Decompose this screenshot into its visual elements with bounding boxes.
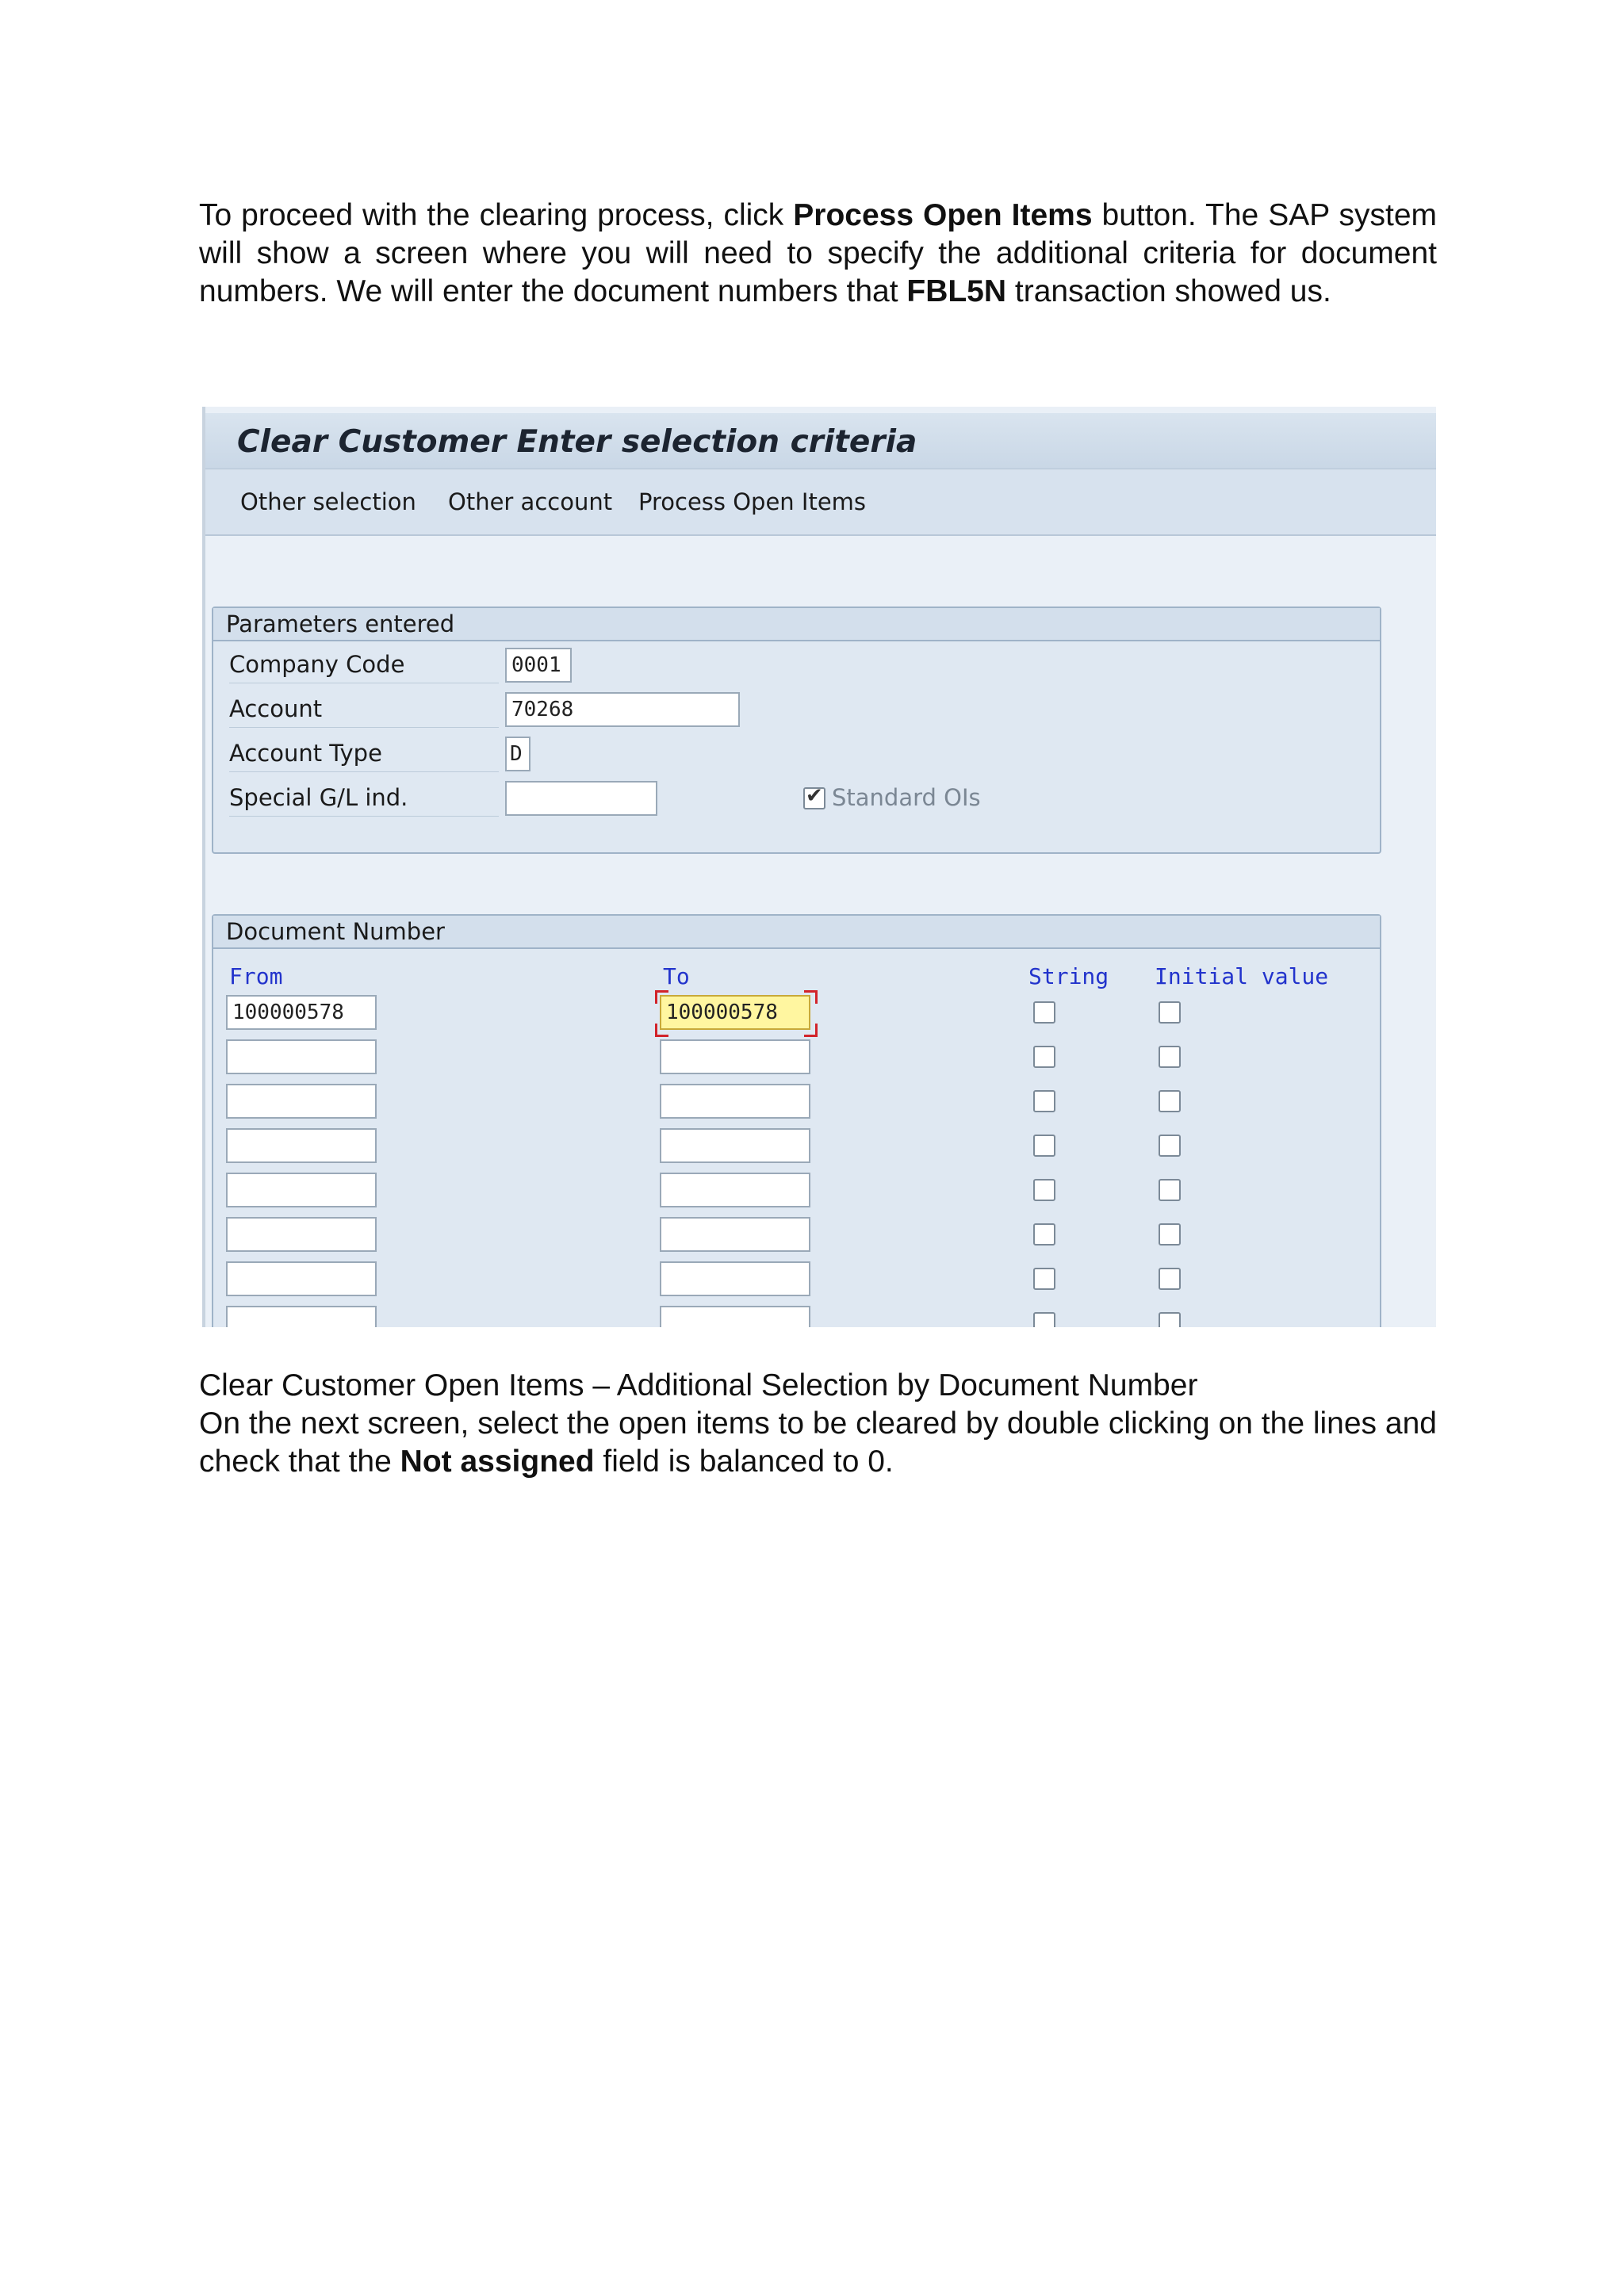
string-checkbox[interactable] (1033, 1001, 1055, 1024)
from-field[interactable] (226, 1306, 377, 1327)
other-account-button[interactable]: Other account (448, 488, 613, 515)
after-text-block (199, 1367, 1437, 1481)
table-row (213, 995, 1380, 1039)
from-field[interactable] (226, 1217, 377, 1252)
document-number-group (212, 914, 1381, 1327)
from-field[interactable] (226, 1039, 377, 1074)
account-row (213, 687, 1380, 729)
sap-application-toolbar (205, 469, 1436, 536)
next-step-text-2: field is balanced to 0. (594, 1445, 894, 1479)
string-checkbox[interactable] (1033, 1268, 1055, 1290)
figure-caption: Clear Customer Open Items – Additional Selection by Document Number (199, 1368, 1198, 1402)
to-field[interactable] (660, 1128, 810, 1163)
initial-value-checkbox[interactable] (1159, 1268, 1181, 1290)
process-open-items-button[interactable]: Process Open Items (638, 488, 867, 515)
account-type-field[interactable]: D (505, 737, 530, 771)
initial-value-column-header: Initial value (1155, 963, 1329, 989)
next-step-bold-not-assigned: Not assigned (400, 1445, 595, 1479)
string-checkbox[interactable] (1033, 1046, 1055, 1068)
other-selection-button[interactable]: Other selection (240, 488, 416, 515)
from-field[interactable] (226, 1261, 377, 1296)
intro-text-3: transaction showed us. (1006, 274, 1331, 308)
company-code-field[interactable]: 0001 (505, 648, 572, 683)
initial-value-checkbox[interactable] (1159, 1223, 1181, 1246)
to-field[interactable]: 100000578 (660, 995, 810, 1030)
table-row (213, 1039, 1380, 1084)
to-field[interactable] (660, 1173, 810, 1207)
string-checkbox[interactable] (1033, 1179, 1055, 1201)
to-field[interactable] (660, 1084, 810, 1119)
standard-ois-checkbox[interactable] (803, 787, 825, 809)
company-code-row (213, 643, 1380, 684)
to-field[interactable] (660, 1039, 810, 1074)
account-type-row (213, 732, 1380, 773)
intro-bold-fbl5n: FBL5N (906, 274, 1007, 308)
table-row (213, 1128, 1380, 1173)
company-code-label: Company Code (229, 651, 499, 683)
to-field[interactable] (660, 1217, 810, 1252)
focus-marker (655, 990, 668, 1004)
from-column-header: From (229, 963, 283, 989)
account-label: Account (229, 695, 499, 728)
intro-bold-process-open-items: Process Open Items (793, 198, 1093, 232)
table-row (213, 1217, 1380, 1261)
initial-value-checkbox[interactable] (1159, 1090, 1181, 1112)
table-row (213, 1306, 1380, 1327)
initial-value-checkbox[interactable] (1159, 1179, 1181, 1201)
special-gl-field[interactable] (505, 781, 657, 816)
initial-value-checkbox[interactable] (1159, 1046, 1181, 1068)
standard-ois-label: Standard OIs (832, 784, 981, 811)
table-row (213, 1261, 1380, 1306)
account-type-label: Account Type (229, 740, 499, 772)
special-gl-label: Special G/L ind. (229, 784, 499, 817)
focus-marker (804, 1024, 818, 1037)
intro-text-2: button. The SAP system will show a screen where you will need to specify the additional criteria for document numbers. We will enter the document numbers that (199, 198, 1438, 308)
from-field[interactable] (226, 1128, 377, 1163)
sap-title-bar (205, 413, 1436, 469)
from-field[interactable]: 100000578 (226, 995, 377, 1030)
next-step-paragraph (199, 1405, 1437, 1481)
intro-paragraph (199, 197, 1437, 311)
string-column-header: String (1028, 963, 1109, 989)
from-field[interactable] (226, 1084, 377, 1119)
focus-marker (804, 990, 818, 1004)
from-field[interactable] (226, 1173, 377, 1207)
sap-screenshot (202, 407, 1436, 1327)
string-checkbox[interactable] (1033, 1135, 1055, 1157)
special-gl-row (213, 776, 1380, 817)
string-checkbox[interactable] (1033, 1090, 1055, 1112)
to-column-header: To (663, 963, 690, 989)
parameters-entered-header: Parameters entered (213, 608, 1380, 641)
string-checkbox[interactable] (1033, 1312, 1055, 1327)
initial-value-checkbox[interactable] (1159, 1312, 1181, 1327)
focus-marker (655, 1024, 668, 1037)
string-checkbox[interactable] (1033, 1223, 1055, 1246)
next-step-text-1: On the next screen, select the open items to be cleared by double clicking on the lines and check that the (199, 1406, 1437, 1479)
to-field[interactable] (660, 1261, 810, 1296)
initial-value-checkbox[interactable] (1159, 1001, 1181, 1024)
intro-text-1: To proceed with the clearing process, click (199, 198, 794, 232)
initial-value-checkbox[interactable] (1159, 1135, 1181, 1157)
table-row (213, 1173, 1380, 1217)
sap-screen-title: Clear Customer Enter selection criteria (237, 424, 917, 460)
parameters-entered-group (212, 607, 1381, 854)
table-row (213, 1084, 1380, 1128)
account-field[interactable]: 70268 (505, 692, 740, 727)
document-number-header: Document Number (213, 916, 1380, 949)
to-field[interactable] (660, 1306, 810, 1327)
